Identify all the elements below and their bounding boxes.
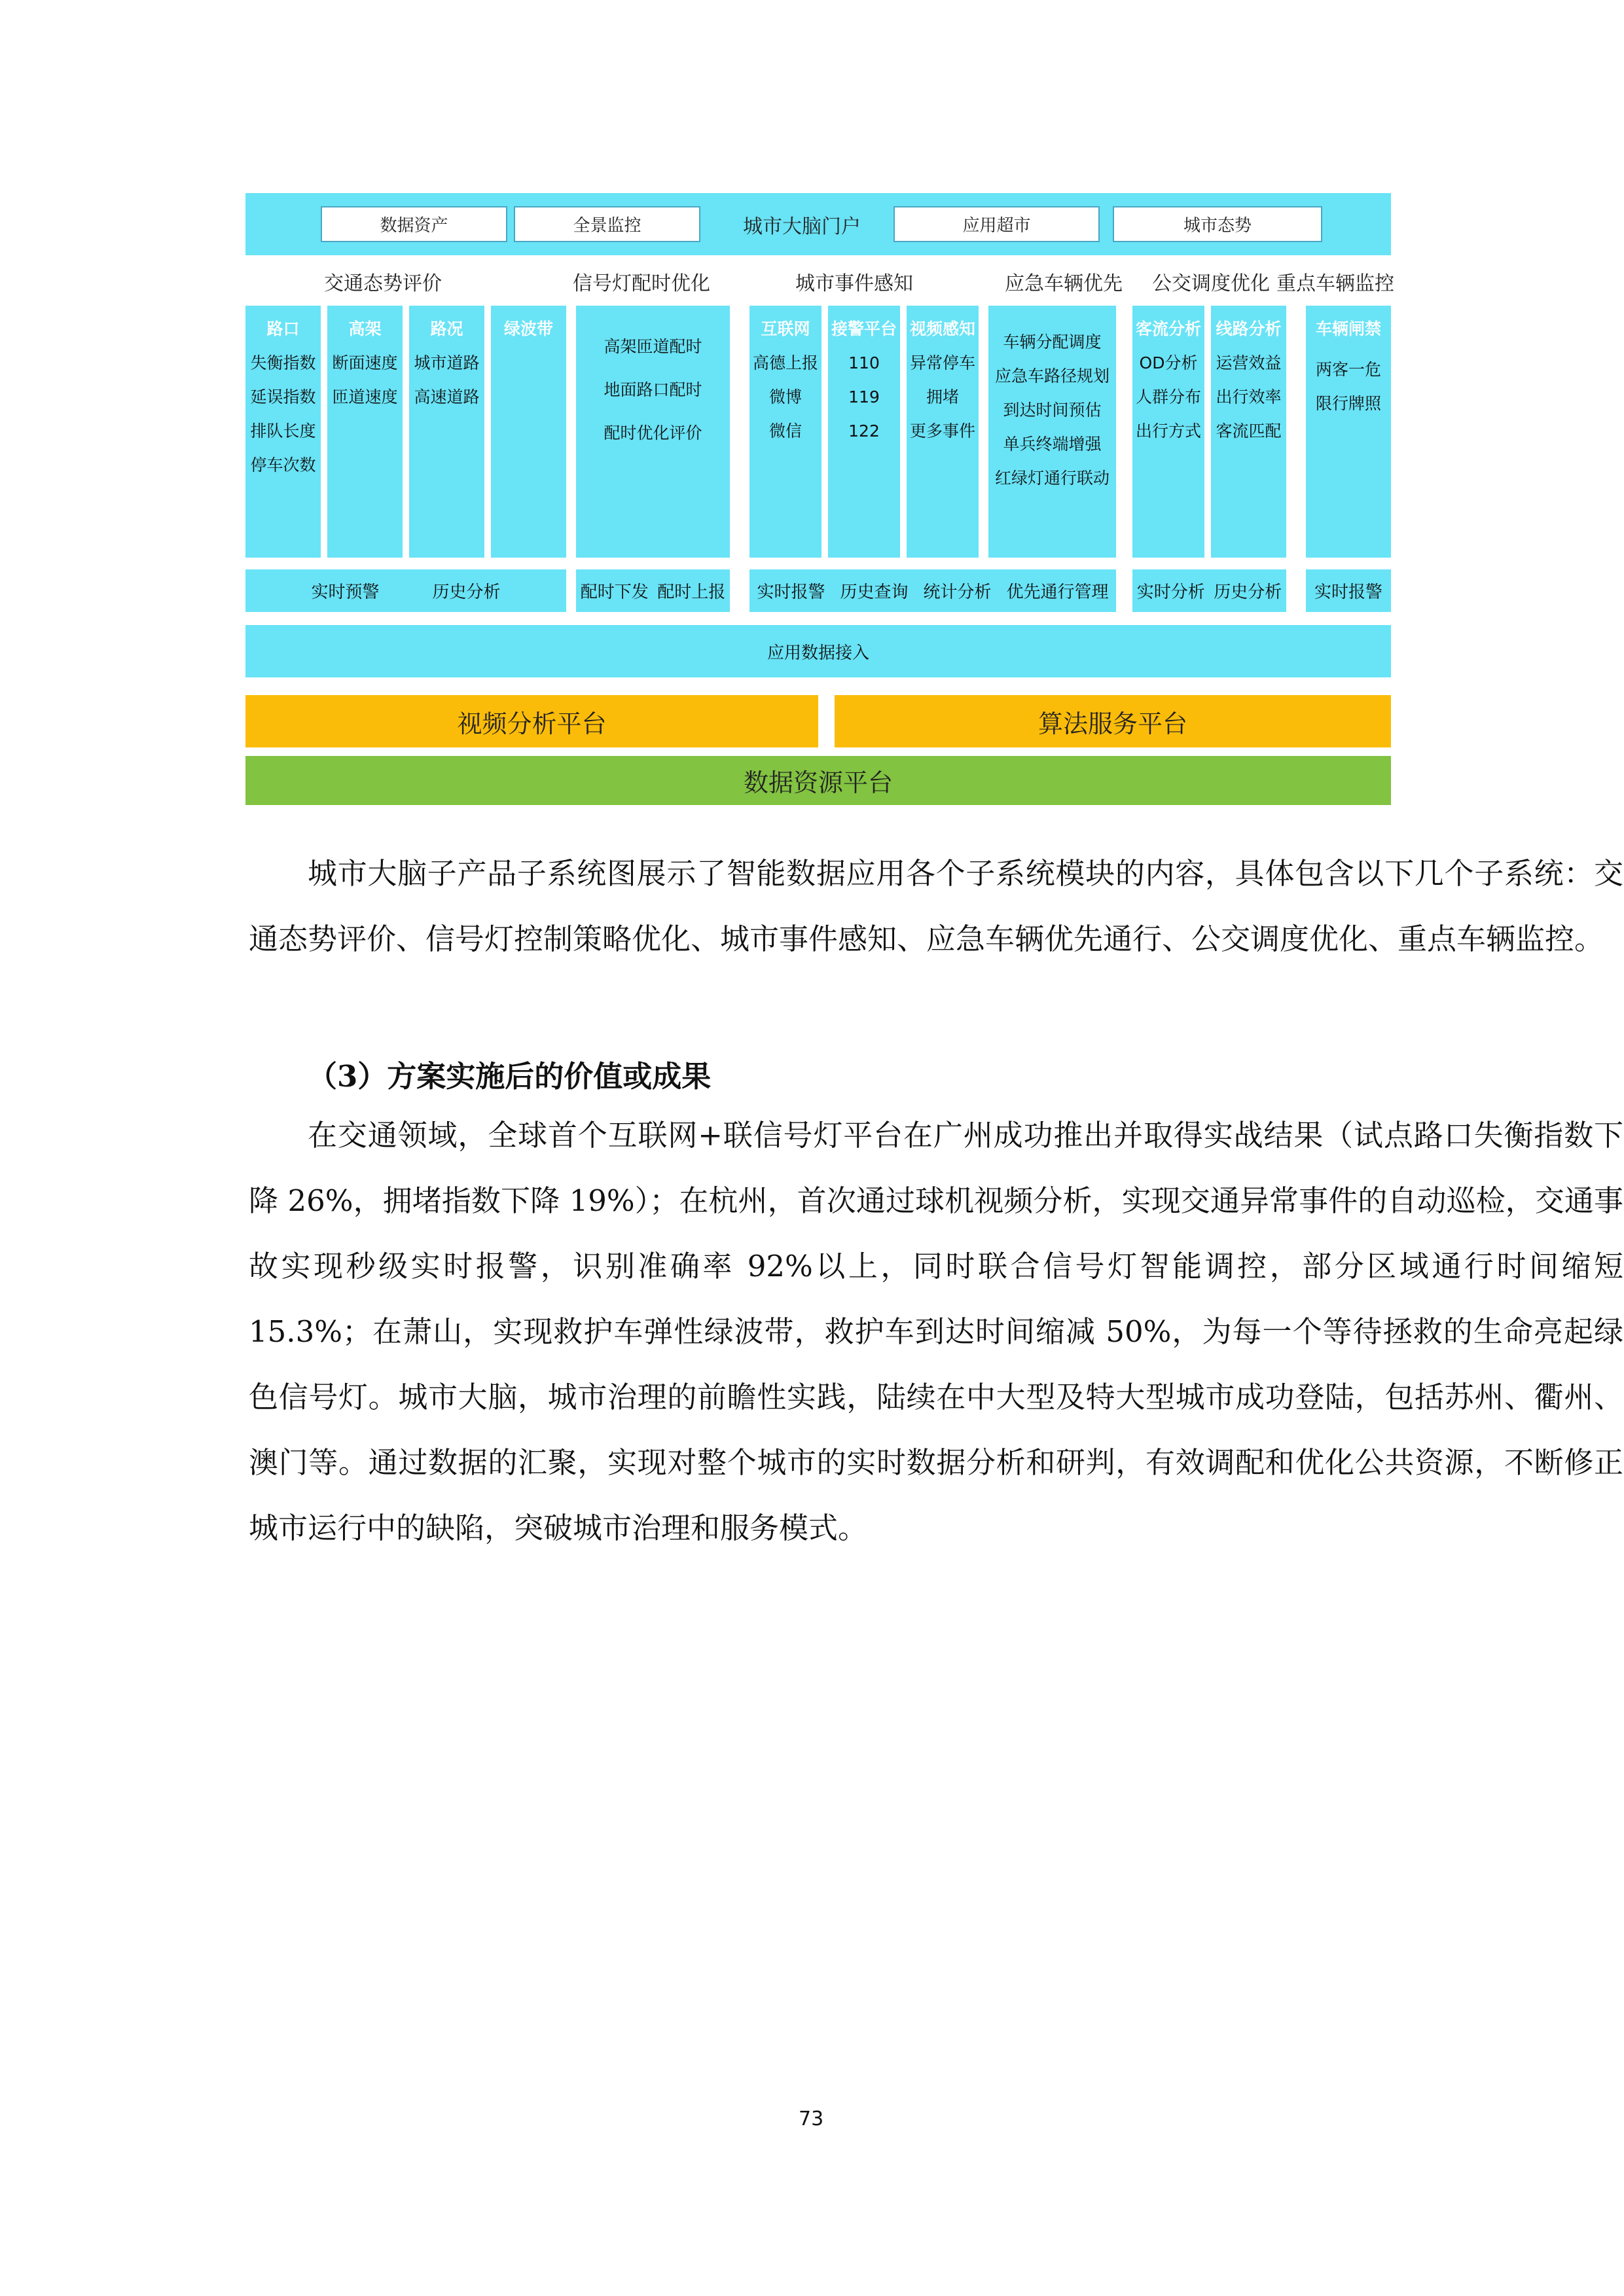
column-item: 排队长度	[250, 422, 316, 440]
function-label: 统计分析	[923, 583, 992, 602]
header-traffic-evaluation: 交通态势评价	[324, 272, 442, 295]
column-item: 匝道速度	[332, 387, 398, 406]
function-label: 实时报警	[757, 583, 825, 602]
paragraph-intro-text: 城市大脑子产品子系统图展示了智能数据应用各个子系统模块的内容，具体包含以下几个子系统：交通态势评价、信号灯控制策略优化、城市事件感知、应急车辆优先通行、公交调度优化、重点车辆监控。	[249, 856, 1623, 956]
column-road-condition	[409, 306, 484, 558]
function-label: 实时报警	[1314, 583, 1382, 602]
column-item: 配时优化评价	[604, 423, 702, 442]
function-label: 历史分析	[432, 583, 501, 602]
function-label: 配时上报	[657, 583, 726, 602]
column-item: 高速道路	[414, 387, 480, 406]
portal-title: 城市大脑门户	[743, 215, 861, 238]
portal-item-city-situation: 城市态势	[1113, 206, 1322, 242]
function-label: 实时分析	[1136, 583, 1205, 602]
column-title: 线路分析	[1216, 319, 1282, 338]
column-signal-timing	[576, 306, 730, 558]
column-item: 微博	[768, 387, 802, 406]
function-bar-signal	[576, 569, 730, 612]
column-item: 限行牌照	[1315, 394, 1381, 413]
column-passenger-flow	[1132, 306, 1204, 558]
header-emergency-priority: 应急车辆优先	[1005, 272, 1123, 295]
algorithm-service-platform: 算法服务平台	[835, 695, 1391, 747]
column-video-sensing	[907, 306, 979, 558]
column-item: 更多事件	[909, 422, 975, 440]
function-bar-bus	[1132, 569, 1286, 612]
column-elevated	[327, 306, 403, 558]
column-item: OD分析	[1139, 353, 1198, 372]
column-alarm-platform	[828, 306, 900, 558]
data-resource-platform: 数据资源平台	[245, 756, 1391, 805]
function-label: 配时下发	[580, 583, 649, 602]
column-title: 车辆闸禁	[1315, 319, 1381, 338]
header-key-vehicle: 重点车辆监控	[1276, 272, 1394, 295]
column-vehicle-gate	[1306, 306, 1391, 558]
column-item: 延误指数	[250, 387, 316, 406]
column-item: 红绿灯通行联动	[994, 469, 1110, 488]
paragraph-intro	[249, 841, 1623, 972]
function-label: 优先通行管理	[1006, 583, 1109, 602]
column-title: 互联网	[761, 319, 810, 338]
column-title: 路况	[430, 319, 463, 338]
column-title: 高架	[348, 319, 382, 338]
column-item: 应急车路径规划	[994, 367, 1110, 386]
header-bus-dispatch: 公交调度优化	[1152, 272, 1270, 295]
header-event-sensing: 城市事件感知	[795, 272, 913, 295]
column-item: 地面路口配时	[604, 380, 702, 399]
function-label: 实时预警	[311, 583, 380, 602]
column-title: 接警平台	[831, 319, 897, 338]
paragraph-results-text: 在交通领域，全球首个互联网+联信号灯平台在广州成功推出并取得实战结果（试点路口失衡指数下降 26%，拥堵指数下降 19%）；在杭州，首次通过球机视频分析，实现交通异常事件的自动巡检，交通事故实现秒级实时报警，识别准确率 92%以上，同时联合信号灯智能调控，部分区域通行时间缩短 15.3%；在萧山，实现救护车弹性绿波带，救护车到达时间缩减 50%，为每一个等待拯救的生命亮起绿色信号灯。城市大脑，城市治理的前瞻性实践，陆续在中大型及特大型城市成功登陆，包括苏州、衢州、澳门等。通过数据的汇聚，实现对整个城市的实时数据分析和研判，有效调配和优化公共资源，不断修正城市运行中的缺陷，突破城市治理和服务模式。	[249, 1118, 1623, 1545]
column-title: 视频感知	[909, 319, 975, 338]
function-bar-event-emergency	[749, 569, 1116, 612]
function-label: 历史查询	[840, 583, 909, 602]
column-item: 119	[848, 387, 880, 406]
portal-item-data-assets: 数据资产	[321, 206, 507, 242]
column-item: 两客一危	[1315, 360, 1381, 379]
function-bar-traffic	[245, 569, 566, 612]
column-item: 人群分布	[1135, 387, 1201, 406]
column-item: 城市道路	[414, 353, 480, 372]
column-item: 高架匝道配时	[604, 337, 702, 356]
column-emergency-vehicle	[988, 306, 1116, 558]
paragraph-results	[249, 1103, 1623, 1561]
column-item: 微信	[768, 422, 802, 440]
portal-item-panorama: 全景监控	[514, 206, 700, 242]
column-item: 单兵终端增强	[1003, 435, 1102, 454]
subsystem-diagram	[245, 193, 1394, 805]
column-internet	[749, 306, 821, 558]
column-item: 客流匹配	[1216, 422, 1282, 440]
column-item: 高德上报	[752, 353, 818, 372]
column-item: 出行效率	[1216, 387, 1282, 406]
column-green-wave	[491, 306, 566, 558]
column-item: 到达时间预估	[1003, 401, 1102, 420]
section-heading: （3）方案实施后的价值或成果	[308, 1059, 712, 1094]
column-item: 异常停车	[909, 353, 975, 372]
column-title: 路口	[266, 319, 300, 338]
column-item: 停车次数	[250, 456, 316, 475]
page-number: 73	[799, 2108, 824, 2130]
function-bar-key-vehicle	[1306, 569, 1391, 612]
column-title: 客流分析	[1135, 319, 1201, 338]
function-label: 历史分析	[1214, 583, 1282, 602]
column-item: 车辆分配调度	[1003, 332, 1102, 351]
column-route-analysis	[1211, 306, 1286, 558]
column-item: 110	[848, 353, 880, 372]
column-item: 拥堵	[926, 387, 959, 406]
data-access-bar: 应用数据接入	[245, 625, 1391, 677]
column-title: 绿波带	[503, 319, 553, 338]
video-analysis-platform: 视频分析平台	[245, 695, 818, 747]
column-item: 运营效益	[1216, 353, 1282, 372]
header-signal-optimization: 信号灯配时优化	[573, 272, 710, 295]
column-item: 断面速度	[332, 353, 398, 372]
column-item: 出行方式	[1135, 422, 1201, 440]
portal-bar	[245, 193, 1391, 255]
column-item: 122	[848, 422, 880, 440]
portal-item-app-market: 应用超市	[893, 206, 1100, 242]
column-item: 失衡指数	[250, 353, 316, 372]
column-intersection	[245, 306, 321, 558]
